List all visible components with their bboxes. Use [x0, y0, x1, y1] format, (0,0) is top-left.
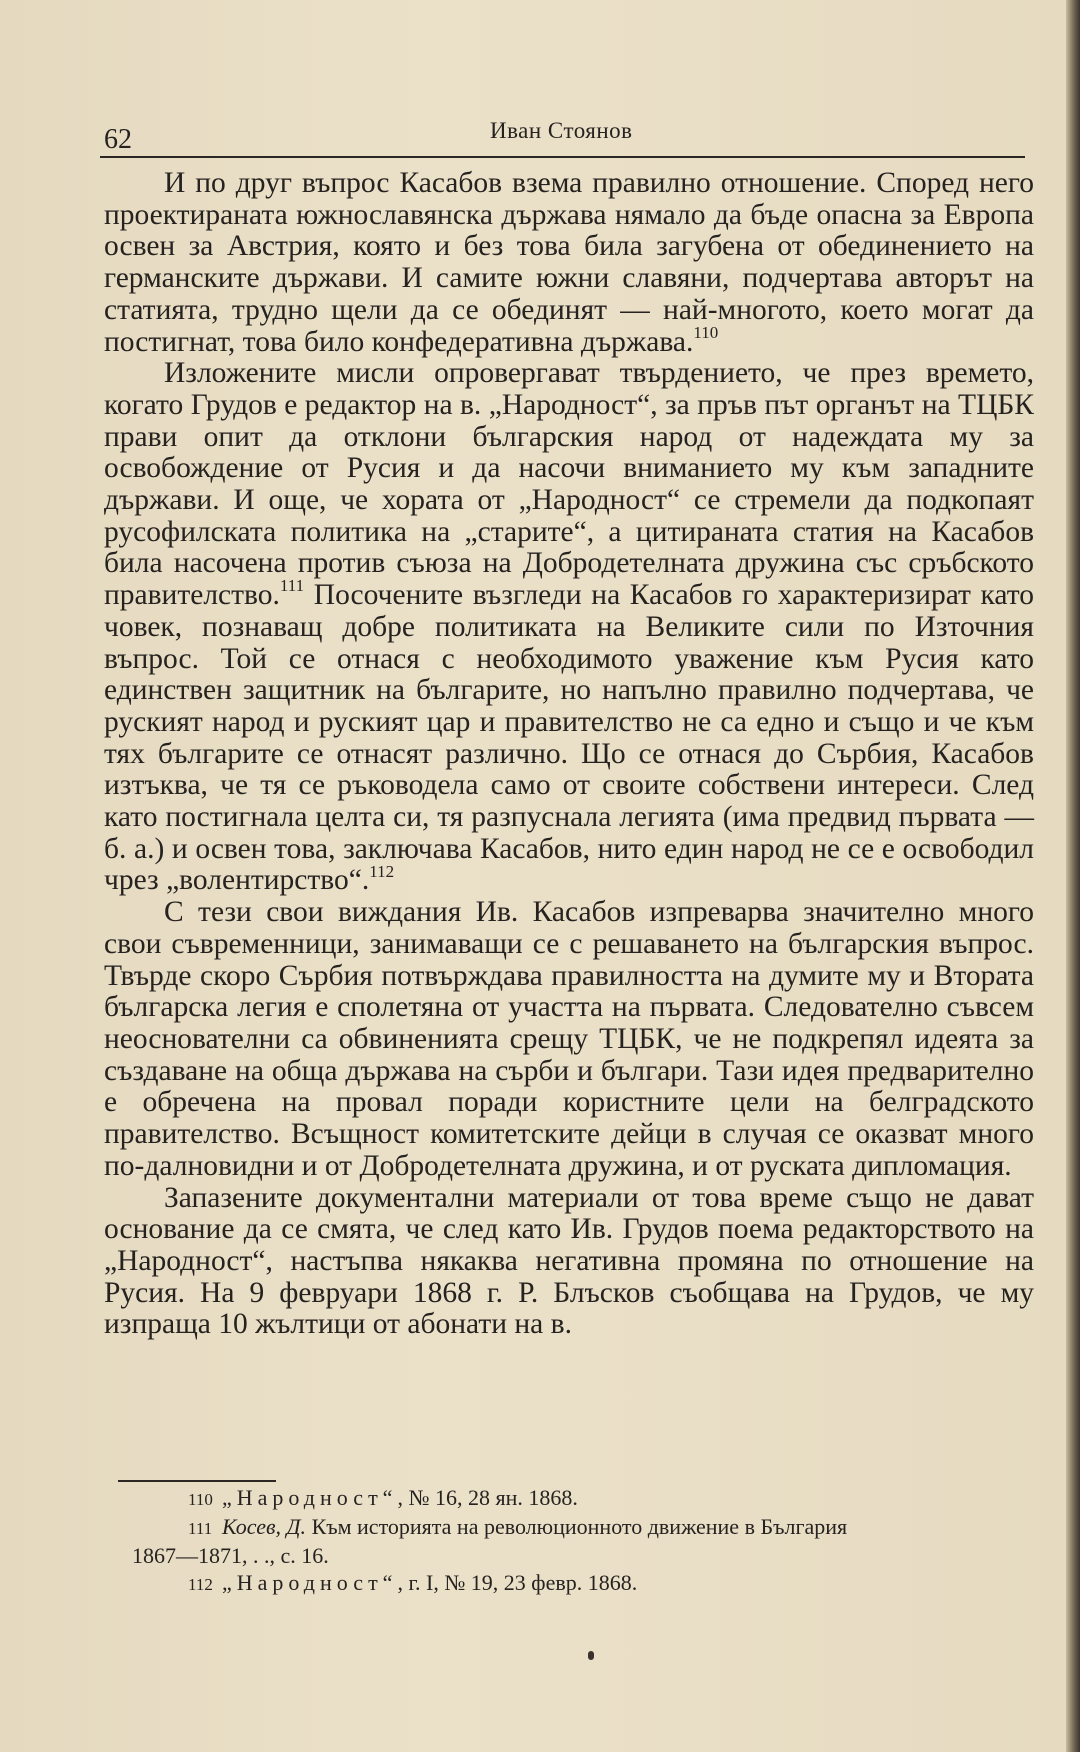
footnote-number: 112	[188, 1575, 213, 1594]
paragraph: Изложените мисли опровергават твърдението, че през времето, когато Грудов е редактор на в. „Народност“, за пръв път органът на ТЦБК прави опит да отклони българския народ от надеждата му за освобождение от Русия и да насочи вниманието му към западните държави. И още, че хората от „Народност“ се стремели да подкопаят русофилската политика на „старите“, а цитираната статия на Касабов била насочена против съюза на Добродетелната дружина със сръбското правителство.$^{111}$ Посочените възгледи на Касабов го характеризират като човек, познаващ добре политиката на Великите сили по Източния въпрос. Той се отнася с необходимото уважение към Русия като единствен защитник на българите, но напълно правилно подчертава, че руският народ и руският цар и правителство не са едно и също и че към тях българите се отнасят различно. Що се отнася до Сърбия, Касабов изтъква, че тя се ръководела само от своите собствени интереси. След като постигнала целта си, тя разпуснала легията (има предвид първата — б. а.) и освен това, заключава Касабов, нито един народ не се е освободил чрез „волентирство“.$^{112}$	[104, 357, 1034, 897]
footnote-ref[interactable]: 112	[369, 861, 395, 881]
footnote: 110 „Народност“, № 16, 28 ян. 1868.	[120, 1484, 1060, 1513]
paragraph: С тези свои виждания Ив. Касабов изпреварва значително много свои съвременници, занимаващи се с решаването на българския въпрос. Твърде скоро Сърбия потвърждава правилността на думите му и Втората българска легия е сполетяна от участта на първата. Следователно съвсем неоснователни са обвиненията срещу ТЦБК, че не подкрепял идеята за създаване на обща държава на сърби и българи. Тази идея предварително е обречена на провал поради користните цели на белградското правителство. Всъщност комитетските дейци в случая се оказват много по-далновидни и от Добродетелната дружина, и от руската дипломация.	[104, 896, 1034, 1182]
footnote-continuation: 1867—1871, . ., с. 16.	[132, 1543, 329, 1568]
running-head: Иван Стоянов	[490, 118, 633, 143]
ink-mark	[588, 1651, 594, 1660]
footnote-divider	[118, 1480, 276, 1482]
footnote-ref[interactable]: 111	[279, 576, 305, 596]
page-number: 62	[104, 124, 132, 155]
footnote-ref[interactable]: 110	[693, 322, 719, 342]
paragraph: Запазените документални материали от това време също не дават основание да се смята, че след като Ив. Грудов поема редакторството на „Народност“, настъпва някаква негативна промяна по отношение на Русия. На 9 февруари 1868 г. Р. Блъсков съобщава на Грудов, че му изпраща 10 жълтици от абонати на в.	[104, 1181, 1034, 1341]
footnote: 112 „Народност“, г. I, № 19, 23 февр. 1868.	[120, 1569, 1060, 1598]
footnote-author: Косев, Д.	[222, 1514, 307, 1539]
footnote-number: 111	[188, 1519, 213, 1538]
footnote-source: „Народност“	[222, 1485, 398, 1510]
footnote-source: „Народност“	[222, 1570, 398, 1595]
page-edge-shadow	[1066, 0, 1080, 1752]
page-header	[100, 112, 1025, 158]
footnote: 111 Косев, Д. Към историята на революционното движение в България	[120, 1513, 1060, 1542]
body-text	[104, 168, 1034, 1341]
paragraph: И по друг въпрос Касабов взема правилно отношение. Според него проектираната южнославянска държава нямало да бъде опасна за Европа освен за Австрия, която и без това била загубена от обединението на германските държави. И самите южни славяни, подчертава авторът на статията, трудно щели да се обединят — най-многото, което могат да постигнат, това било конфедеративна държава.$^{110}$	[104, 167, 1034, 358]
footnotes	[120, 1484, 1060, 1598]
footnote-number: 110	[188, 1490, 213, 1509]
